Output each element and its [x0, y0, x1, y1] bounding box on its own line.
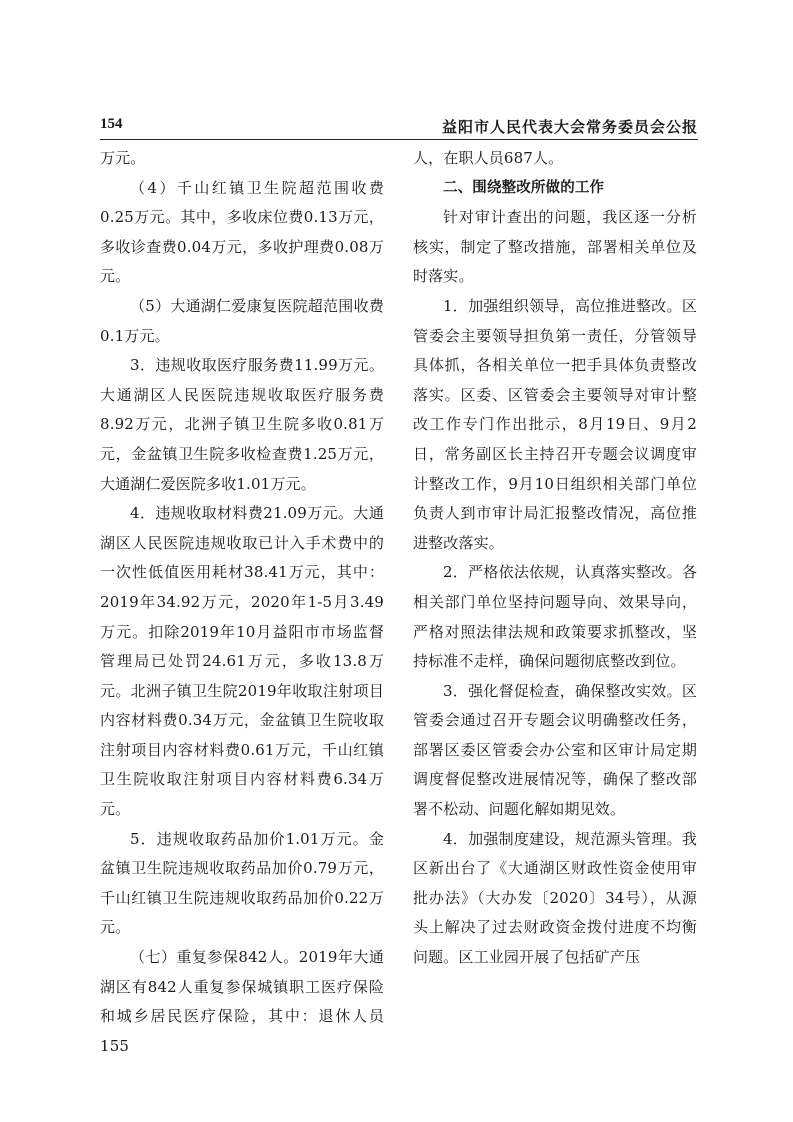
paragraph: 1．加强组织领导，高位推进整改。区管委会主要领导担负第一责任，分管领导具体抓，各相关单位一把手具体负责整改落实。区委、区管委会主要领导对审计整改工作专门作出批示，8月19日、9月2日，常务副区长主持召开专题会议调度审计整改工作，9月10日组织相关部门单位负责人到市审计局汇报整改情况，高位推进整改落实。	[413, 296, 697, 552]
paragraph: 3．强化督促检查，确保整改实效。区管委会通过召开专题会议明确整改任务，部署区委区管委会办公室和区审计局定期调度督促整改进展情况等，确保了整改部署不松动、问题化解如期见效。	[413, 681, 697, 819]
paragraph: 人，在职人员687人。	[413, 149, 564, 167]
page-header	[100, 116, 698, 138]
paragraph: 2．严格依法依规，认真落实整改。各相关部门单位坚持问题导向、效果导向，严格对照法律法规和政策要求抓整改，坚持标准不走样，确保问题彻底整改到位。	[413, 563, 697, 671]
paragraph: （七）重复参保842人。2019年大通湖区有842人重复参保城镇职工医疗保险和城乡居民医疗保险，其中：退休人员155	[100, 948, 384, 1055]
paragraph: 5．违规收取药品加价1.01万元。金盆镇卫生院违规收取药品加价0.79万元，千山红镇卫生院违规收取药品加价0.22万元。	[100, 829, 384, 937]
journal-title: 益阳市人民代表大会常务委员会公报	[441, 118, 698, 136]
section-heading: 二、围绕整改所做的工作	[443, 179, 605, 196]
paragraph: （4）千山红镇卫生院超范围收费0.25万元。其中，多收床位费0.13万元，多收诊查费0.04万元，多收护理费0.08万元。	[100, 178, 384, 286]
paragraph: 万元。	[100, 149, 146, 167]
paragraph: 4．违规收取材料费21.09万元。大通湖区人民医院违规收取已计入手术费中的一次性低值医用耗材38.41万元，其中：2019年34.92万元，2020年1-5月3.49万元。扣除2019年10月益阳市市场监督管理局已处罚24.61万元，多收13.8万元。北洲子镇卫生院2019年收取注射项目内容材料费0.34万元，金盆镇卫生院收取注射项目内容材料费0.61万元，千山红镇卫生院收取注射项目内容材料费6.34万元。	[100, 504, 384, 819]
header-divider	[100, 139, 698, 140]
left-column	[100, 144, 384, 1061]
right-column	[413, 144, 697, 973]
paragraph: （5）大通湖仁爱康复医院超范围收费0.1万元。	[100, 296, 384, 345]
paragraph: 针对审计查出的问题，我区逐一分析核实，制定了整改措施，部署相关单位及时落实。	[413, 208, 697, 286]
paragraph: 4．加强制度建设，规范源头管理。我区新出台了《大通湖区财政性资金使用审批办法》（大办发〔2020〕34号），从源头上解决了过去财政资金拨付进度不均衡问题。区工业园开展了包括矿产压	[413, 829, 697, 967]
page-number: 154	[100, 116, 123, 132]
paragraph: 3．违规收取医疗服务费11.99万元。大通湖区人民医院违规收取医疗服务费8.92万元，北洲子镇卫生院多收0.81万元，金盆镇卫生院多收检查费1.25万元，大通湖仁爱医院多收1.01万元。	[100, 356, 384, 493]
